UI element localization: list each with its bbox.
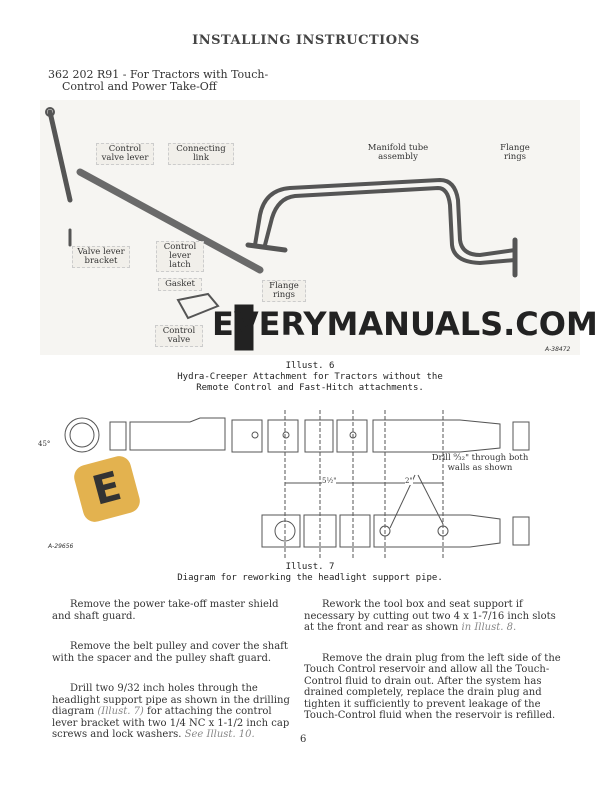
body-left-column [52, 599, 290, 760]
paragraph: Remove the belt pulley and cover the shaft with the spacer and the pulley shaft guard. [52, 641, 288, 664]
caption-number: Illust. 7 [285, 562, 335, 572]
drill-note: Drill ⁹⁄₃₂" through both walls as shown [431, 453, 529, 473]
caption-line-1: Hydra-Creeper Attachment for Tractors without the [177, 372, 443, 382]
angle-45: 45° [38, 440, 51, 448]
illust-ref: in Illust. 8. [461, 622, 517, 633]
label-manifold: Manifold tube assembly [367, 143, 429, 162]
label-connecting-link: Connecting link [168, 143, 234, 165]
subtitle-line-1: 362 202 R91 - For Tractors with Touch- [48, 68, 269, 81]
body-right-column [304, 599, 562, 741]
paragraph [52, 683, 290, 741]
caption-number: Illust. 6 [285, 361, 335, 371]
watermark-text: EVERYMANUALS.COM [212, 305, 598, 343]
illust-7-ref: A-29656 [48, 543, 74, 550]
page-number: 6 [300, 734, 307, 745]
dimension-2: 2" [405, 477, 413, 485]
caption-text: Diagram for reworking the headlight support pipe. [177, 573, 443, 583]
illust-6-caption [150, 361, 470, 394]
illust-6-ref: A-38472 [545, 346, 571, 353]
dimension-5-5: 5½" [322, 477, 337, 485]
label-control-valve-lever: Control valve lever [96, 143, 154, 165]
label-control-lever-latch: Control lever latch [156, 241, 204, 272]
label-flange-rings-right: Flange rings [500, 143, 530, 162]
label-control-valve: Control valve [155, 325, 203, 347]
subtitle-line-2: Control and Power Take-Off [62, 80, 217, 93]
illust-ref: See Illust. 10. [184, 729, 255, 740]
text: Drill two 9/32 inch holes through the headlight support pipe as shown in the drilling diagram [52, 683, 290, 717]
label-valve-lever-bracket: Valve lever bracket [72, 246, 130, 268]
illust-ref: (Illust. 7) [97, 706, 144, 717]
page-title: INSTALLING INSTRUCTIONS [192, 33, 420, 48]
paragraph: Remove the power take-off master shield and shaft guard. [52, 599, 279, 622]
illust-7-caption [150, 562, 470, 584]
text: for attaching the control lever bracket with two 1/4 NC x 1-1/2 inch cap screws and lock washers. [52, 706, 290, 740]
label-flange-rings-center: Flange rings [262, 280, 306, 302]
label-gasket: Gasket [158, 278, 202, 291]
text: Rework the tool box and seat support if necessary by cutting out two 4 x 1-7/16 inch slots at the front and rear as shown [304, 599, 556, 633]
paragraph: Remove the drain plug from the left side of the Touch Control reservoir and allow all the Touch-Control fluid to drain out. After the system has drained completely, replace the drain plug and tighten it sufficiently to prevent leakage of the Touch-Control fluid when the reservoir is refilled. [304, 652, 561, 721]
paragraph [304, 599, 562, 634]
part-subtitle [48, 69, 268, 93]
watermark-logo: E [71, 453, 142, 524]
caption-line-2: Remote Control and Fast-Hitch attachments. [196, 383, 424, 393]
